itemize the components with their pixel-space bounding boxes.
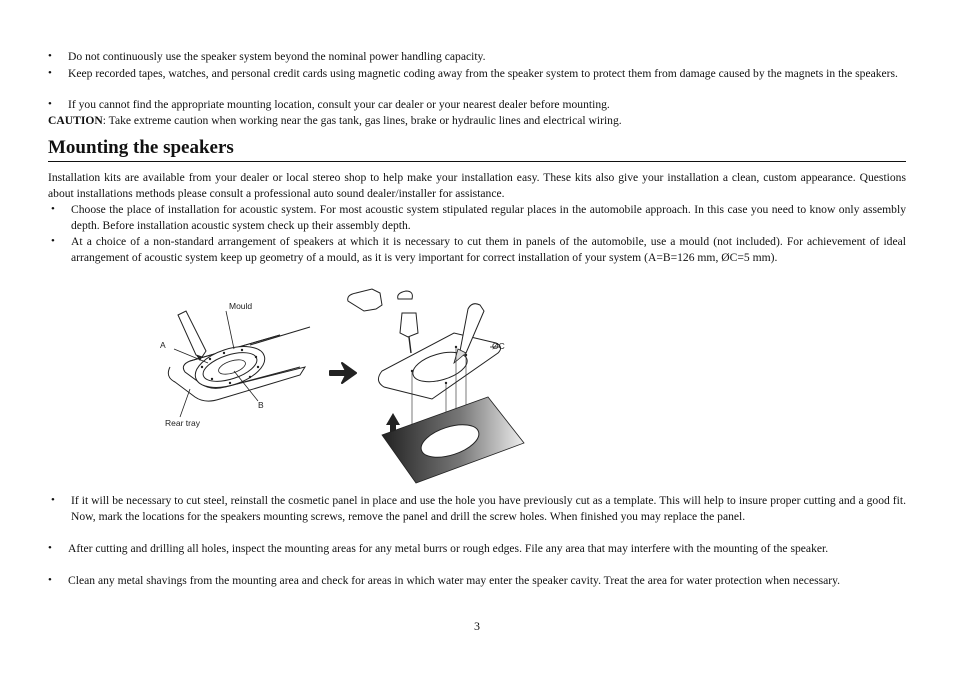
bullet-clean-shavings (48, 573, 906, 589)
bullet-text: Choose the place of installation for acoustic system. For most acoustic system stipulated regular places in the automobile approach. In this case you need to know only assembly depth. Before installation acoustic system check up their assembly depth. (71, 203, 906, 232)
metal-panel (382, 397, 524, 483)
marking-pen-icon (178, 311, 206, 361)
bullet-marker: • (48, 574, 52, 586)
label-mould: Mould (229, 301, 253, 311)
section-title: Mounting the speakers (48, 137, 234, 158)
bullet-power-handling (48, 49, 906, 65)
heading-rule (48, 161, 906, 162)
bullet-inspect-burrs (48, 541, 906, 557)
mounting-illustration (150, 287, 525, 487)
label-rear-tray: Rear tray (165, 418, 200, 428)
caution-text: : Take extreme caution when working near the gas tank, gas lines, brake or hydraulic lines and electrical wiring. (102, 114, 622, 127)
page-number: 3 (474, 619, 480, 633)
cosmetic-panel (378, 333, 500, 399)
caution-note (48, 113, 622, 128)
bullet-cut-steel (51, 493, 906, 524)
bullet-text: Do not continuously use the speaker system beyond the nominal power handling capacity. (68, 50, 486, 63)
bullet-marker: • (48, 50, 52, 62)
bullet-magnetic-items (48, 66, 906, 82)
bullet-text: After cutting and drilling all holes, inspect the mounting areas for any metal burrs or rough edges. File any area that may interfere with the mounting of the speaker. (68, 542, 829, 555)
arrow-right-icon (330, 363, 356, 383)
bullet-text: If it will be necessary to cut steel, reinstall the cosmetic panel in place and use the hole you have previously cut as a template. This will help to insure proper cutting and a good fit. Now, mark the locations for the speakers mounting screws, remove the panel and drill the screw holes. When finished you may replace the panel. (71, 494, 906, 523)
caution-label: CAUTION (48, 114, 103, 127)
bullet-text: Clean any metal shavings from the mounting area and check for areas in which water may enter the speaker cavity. Treat the area for water protection when necessary. (68, 574, 841, 587)
drill-icon (348, 289, 418, 353)
bullet-text: Keep recorded tapes, watches, and personal credit cards using magnetic coding away from the speaker system to protect them from damage caused by the magnets in the speakers. (68, 67, 898, 80)
bullet-marker: • (48, 98, 52, 110)
bullet-marker: • (48, 67, 52, 79)
mounting-diagram (150, 287, 525, 487)
bullet-text: If you cannot find the appropriate mounting location, consult your car dealer or your nearest dealer before mounting. (68, 98, 610, 111)
label-a: A (160, 340, 166, 350)
intro-paragraph: Installation kits are available from your dealer or local stereo shop to help make your installation easy. These kits also give your installation a clean, custom appearance. Questions about installations methods please consult a professional auto sound dealer/installer for assistance. (48, 171, 906, 200)
bullet-marker: • (51, 235, 55, 247)
label-c: ØC (492, 341, 505, 351)
bullet-marker: • (51, 203, 55, 215)
bullet-marker: • (51, 494, 55, 506)
label-b: B (258, 400, 264, 410)
bullet-installation-place (51, 202, 906, 233)
bullet-text: At a choice of a non-standard arrangement of speakers at which it is necessary to cut them in panels of the automobile, use a mould (not included). For achievement of ideal arrangement of acoustic system keep up geometry of a mould, as it is very important for correct installation of your system (A=B=126 mm, ØC=5 mm). (71, 235, 906, 264)
bullet-marker: • (48, 542, 52, 554)
bullet-mould-usage (51, 234, 906, 265)
bullet-mounting-location (48, 97, 906, 113)
